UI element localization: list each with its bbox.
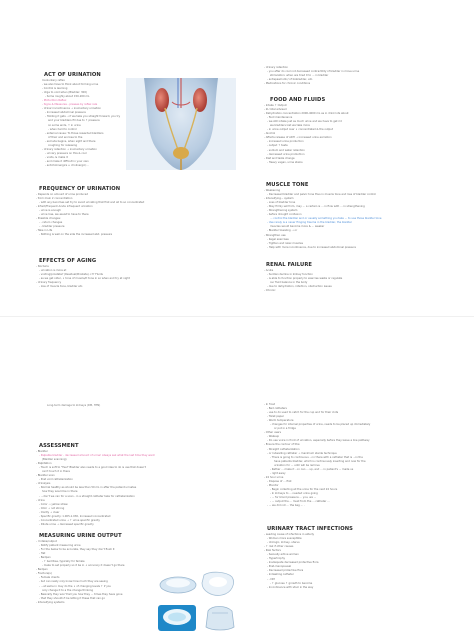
- note-line: - Strengthening system: [267, 209, 298, 213]
- note-line: - is able to function properly to exercise waste or regulate: [267, 277, 343, 281]
- note-line: - we also have to think about forming urine: [42, 83, 99, 87]
- note-line: - Urinary retention: [264, 66, 288, 69]
- note-line: - make to set properly so it be in ↓ accuracy it doesn't go there: [42, 564, 125, 568]
- note-line: - Do use voice in front of urination, especially before they leave a line pathway: [267, 439, 370, 443]
- note-line: - Urge to void when (Bladder: 300): [42, 91, 87, 95]
- note-line: - Monitor: [267, 483, 279, 487]
- note-line: - Signs & Measures - presses by reflex rele: [42, 103, 98, 107]
- aging-notes: [36, 265, 241, 289]
- note-line: - exclude begins, when sight and there: [45, 139, 96, 143]
- note-line: - before drought confusion: [267, 213, 302, 217]
- note-line: of their and enclose to the: [48, 135, 83, 139]
- note-line: - external cause: To those rewarded bladders: [45, 131, 104, 135]
- page2-right-column: [264, 317, 469, 632]
- note-line: - Decreased bladder and pelvic tone thus in muscle tone and loss of bladder control: [267, 193, 376, 197]
- note-line: - Tighten and relax muscles: [267, 241, 303, 245]
- note-line: - Post void catheterization: [39, 478, 73, 482]
- note-line: - Infant/Frequent Acute infrequent urination: [36, 205, 93, 209]
- note-line: - Fracture(s): [36, 572, 52, 576]
- note-line: - Help with more incontinence, due to increased abdominal pressure: [267, 245, 356, 249]
- note-line: - I Intake/output: [36, 540, 57, 543]
- note-line: - Touch is soft to "Feel" Bladder also needs to a good idea to do is use that doesn't: [39, 466, 147, 470]
- note-line: - ... we did not ... the bag ... .: [267, 504, 305, 508]
- note-line: - Urologic, kidney, uterus: [267, 541, 300, 545]
- note-line: - Other users: [264, 431, 281, 435]
- note-line: - Straight catheterization: [267, 447, 300, 451]
- note-line: - urine loss, we assist to have to there: [39, 213, 89, 217]
- food-fluids-notes: [264, 104, 469, 165]
- note-line: - - DM: [267, 577, 275, 581]
- note-line: - voids, & make it: [45, 155, 68, 159]
- note-line: - Holding it gets → if we take you straight forward, you try: [45, 115, 121, 119]
- note-line: - sodium and water retention: [267, 148, 305, 152]
- frequency-notes: [36, 193, 241, 238]
- urine-collection-devices-illustration: [152, 567, 242, 632]
- note-line: - urination is more at: [39, 269, 67, 273]
- heading-food-and-fluids: FOOD AND FLUIDS: [270, 97, 326, 103]
- note-line: - ↑ bed Rise, typically for female: [42, 560, 85, 564]
- note-line: - Take in Life: [36, 229, 53, 233]
- note-line: - Urinary retention → involuntary urination: [42, 147, 97, 151]
- heading-urinary-tract-infections: URINARY TRACT INFECTIONS: [267, 526, 353, 532]
- note-line: - Intensifying systems: [36, 600, 65, 604]
- note-line: - Decreased protective flora: [267, 569, 304, 573]
- note-line: can't touch it in there: [42, 470, 70, 474]
- note-line: coughing for releasing: [48, 143, 78, 147]
- heading-effects-of-aging: EFFECTS OF AGING: [39, 258, 97, 264]
- note-line: - Loss of bladder tone: [267, 201, 296, 205]
- note-line: - Urinary frequency: [36, 281, 62, 285]
- note-line: - Dispose of ... first: [267, 479, 292, 483]
- note-line: - Chronic: [264, 289, 276, 293]
- note-line: - antispasmodic/ of biobladder, etc.: [267, 78, 313, 82]
- note-line: - Notify patient measuring urine: [39, 544, 81, 548]
- note-line: - voiding/prostate? (Residual/Prostate) <?? Fluids: [39, 273, 103, 277]
- note-line: - ↑ risk if other causes: [264, 545, 294, 549]
- note-line: - Palpitation: [36, 462, 52, 466]
- note-line: - Bed catheters: [267, 407, 287, 411]
- retention-notes: [264, 66, 469, 86]
- note-line: - Diet and taste change: [264, 156, 295, 160]
- note-line: - Wakeup: [267, 435, 280, 439]
- note-line: - Kegel exercises: [267, 237, 289, 241]
- note-line: - In frost: [264, 403, 275, 406]
- note-line: - Weakening: [264, 189, 281, 192]
- document-page-2: [0, 316, 474, 632]
- note-line: - Bladder scan: [36, 474, 55, 478]
- note-line: - ↑ glucose ↑ growth to become: [270, 581, 313, 585]
- note-line: - Sudden decline in kidney function: [267, 273, 313, 277]
- note-line: - Basically they won't tell you how they ... times they have gone: [39, 592, 123, 596]
- note-line: - Dilute urine → decreased specific gravity: [39, 522, 94, 526]
- note-line: - Bladder toweling → or: [267, 229, 298, 233]
- page1-left-column: [36, 0, 241, 316]
- note-line: - Clarity → clear: [39, 510, 60, 514]
- heading-act-of-urination: ACT OF URINATION: [44, 72, 101, 78]
- note-line: - Rather ... make it ...in can ... up, and ... in patient's ... made us: [270, 467, 354, 471]
- note-line: - changes for internal properties of urine, needs to be placed up immediately: [270, 423, 371, 427]
- note-line: - Acute: [264, 269, 274, 272]
- note-line: - Ensure the contour of this:: [264, 443, 301, 447]
- note-line: - Specific gravity: 1.005-1.030, Increased concentrated: [39, 514, 111, 518]
- note-line: - Intake ↑ Output: [264, 104, 287, 107]
- note-line: - Toilet paper: [267, 415, 284, 419]
- note-line: - right away: [270, 471, 286, 475]
- note-line: - you after do cool not decreased contractility of bladder in move urine: [267, 70, 360, 74]
- note-line: - Control is learning: [42, 87, 68, 91]
- note-line: - Normal healthy as should be less than 50 mL in after the patient urinates: [39, 486, 137, 490]
- note-line: we bladders lost we take more: [270, 124, 310, 128]
- heading-muscle-tone: MUSCLE TONE: [266, 182, 309, 188]
- note-line: - decreased urine production: [267, 152, 305, 156]
- note-line: - Nothing is well on the side the increased abd. pressure: [39, 233, 113, 237]
- note-line: - Color → yellow straw: [39, 502, 68, 506]
- note-line: - Micturition Reflex: [42, 99, 67, 103]
- note-line: muscles would become more & ... weaker: [270, 225, 325, 229]
- note-line: - Urine: [36, 498, 45, 502]
- note-line: - use to do used to catch for the cup and for their clots: [267, 411, 339, 415]
- note-line: - with any becomes set try to avoid urinating that first and all to so concentrated: [39, 201, 145, 205]
- note-line: only change it to a the change thinking: [42, 588, 94, 592]
- note-line: our fluid balance in the body: [270, 281, 308, 285]
- note-line: - Concentrated urine → ↑ urine specific gravity: [39, 518, 100, 522]
- note-line: - increased urine production: [267, 140, 304, 144]
- note-line: Involuntary reflex: [42, 79, 65, 82]
- note-line: - Heavy vegan, urine stains: [267, 160, 303, 164]
- note-line: - Nocturia: [36, 265, 49, 268]
- note-line: (Bladder scanning): [42, 458, 67, 462]
- note-line: and your bladders fill due to ↑ pressure: [48, 119, 100, 123]
- note-line: - output ↑ taste: [267, 144, 288, 148]
- note-line: or put in a fridge: [274, 427, 296, 431]
- kidney-damage-caption: Long-term damage to kidneys (DM, HTN): [47, 404, 101, 407]
- act-of-urination-notes: [42, 79, 124, 168]
- note-line: - ... for blood pressure ... you, we ...: [270, 496, 317, 500]
- note-line: - Use rarely is a never flinging trauma in the bladder, the bladder: [267, 221, 352, 225]
- note-line: - Female clients: [39, 576, 60, 580]
- note-line: - Post-menopausal: [267, 565, 292, 569]
- note-line: - 24 hour urine: [264, 475, 284, 479]
- note-line: ... control the bladder and or usually something you take ... to use those bladder tone: [270, 217, 382, 221]
- note-line: - There is going to continuous → in there with a catheter that is ...in the: [270, 455, 363, 459]
- muscle-tone-notes: [264, 189, 469, 250]
- note-line: - - return changes: [39, 221, 63, 225]
- note-line: - Hat: [39, 552, 46, 556]
- bedpan-hat-illustration: [152, 567, 242, 632]
- note-line: - ...don't we can for a scan - in a straight catheter take for catheterization: [39, 494, 135, 498]
- note-line: - Bedpan: [39, 556, 51, 560]
- note-line: - Sexually active women: [267, 553, 299, 557]
- note-line: - Bedpan: [36, 568, 48, 572]
- note-line: - Some roughly about 150-200 mL: [45, 95, 90, 99]
- note-line: - Inadequate decreased protective flora: [267, 561, 319, 565]
- note-line: - Hypertrophy: [267, 557, 285, 561]
- note-line: - and make it difficult in your own: [45, 159, 89, 163]
- note-line: - urine is enough: [39, 209, 61, 213]
- note-line: - Women more susceptible: [267, 537, 302, 541]
- heading-frequency-of-urination: FREQUENCY OF URINATION: [39, 186, 121, 192]
- note-line: - Stay firmly set from, may ... a certain is ... in flow with ... in strengthening: [267, 205, 365, 209]
- note-line: - Incontinence with stool in the way: [267, 585, 314, 589]
- note-line: - 2L total advised: [264, 108, 287, 112]
- note-line: - For the below to be accurate, they say they don't flush it: [39, 548, 115, 552]
- heading-assessment: ASSESSMENT: [39, 443, 79, 449]
- note-line: - Odor → not strong: [39, 506, 65, 510]
- note-line: - in urine output over ↓ concentrated & the output: [267, 128, 333, 132]
- urinary-system-illustration: [126, 78, 236, 170]
- note-line: - Intensifying... system: [264, 197, 294, 201]
- note-line: - or Indwelling catheter → maximum sterile technique: [267, 451, 337, 455]
- note-line: urination for ... until will be remove: [274, 463, 320, 467]
- note-line: - as we get older, ↓ tone of muscle/it tone in so when and try at night: [39, 277, 130, 281]
- note-line: how they would be in there: [42, 490, 78, 494]
- note-line: have patients bladder, which is continuously inserting and now for the: [274, 459, 366, 463]
- note-line: - from main 2 concentration: [36, 197, 73, 201]
- note-line: on some ends, ↑ in urine: [48, 123, 81, 127]
- note-line: - Alcohol: [264, 132, 276, 136]
- page2-left-column: [36, 317, 241, 632]
- note-line: - - bladder pressure: [39, 225, 65, 229]
- note-line: - Warm temperature: [267, 419, 294, 423]
- note-line: - we still intake just as much urine and we have to get rid: [267, 120, 342, 124]
- note-line: - urinary pressure on this & cool: [45, 151, 87, 155]
- collection-notes: [264, 403, 469, 508]
- note-line: - Indwelling catheter: [267, 573, 294, 577]
- heading-renal-failure: RENAL FAILURE: [266, 262, 313, 268]
- note-line: - Risk factors: [264, 549, 281, 553]
- note-line: - when hard to control: [48, 127, 77, 131]
- note-line: - that they shouldn't be letting it these that can go: [39, 596, 105, 600]
- renal-failure-notes: [264, 269, 469, 293]
- note-line: - Urinalysis: [36, 482, 51, 486]
- note-line: - fluid maintenance: [267, 116, 293, 120]
- note-line: - ... output the ... must from the ... catheter ...: [270, 500, 330, 504]
- note-line: - Leading cause of infections in elderly: [264, 533, 315, 536]
- note-line: - but can really only know how much they are seeing: [39, 580, 108, 584]
- note-line: - ...at same in may do the ↓ of changing levels ↑ if you: [39, 584, 112, 588]
- note-line: - Medications for chronic conditions: [264, 82, 311, 86]
- note-line: - In kidneys to ... needed urine going: [270, 492, 318, 496]
- note-line: - Bladder: [36, 450, 48, 453]
- heading-measuring-urine-output: MEASURING URINE OUTPUT: [39, 533, 122, 539]
- note-line: - Palpable bladder - decreased amount of urine! Always ask what the last time they went: [39, 454, 155, 458]
- note-line: - loss of muscle tone, bladder etc.: [39, 285, 84, 289]
- note-line: - Depends on amount of urine produced: [36, 193, 88, 196]
- note-line: - Begin collecting all the urine for the next 24 hours: [270, 487, 338, 491]
- note-line: - due to dehydration, infection, obstruction issues: [267, 285, 332, 289]
- page1-right-column: [264, 0, 469, 316]
- note-line: - Increased abdominal pressure: [45, 111, 86, 115]
- note-line: - Dehydration concentration 2000-4000 mL as in drink lots about: [264, 112, 349, 116]
- assessment-notes: [36, 450, 241, 527]
- uti-notes: [264, 533, 469, 590]
- note-line: - Strengthen use: [264, 233, 286, 237]
- note-line: - Urinari incontinence → involuntary urination: [42, 107, 101, 111]
- note-line: - Possible changes:: [36, 217, 61, 221]
- note-line: - anticholinergics ↔ cholinergic/...: [45, 163, 89, 167]
- kidneys-bladder-illustration: [126, 78, 236, 170]
- urine-output-notes: [36, 540, 146, 605]
- note-line: stimulation: when are tried it to ... in bladder: [270, 74, 329, 78]
- note-line: - Affects release of ADH → increased urine excretion: [264, 136, 332, 140]
